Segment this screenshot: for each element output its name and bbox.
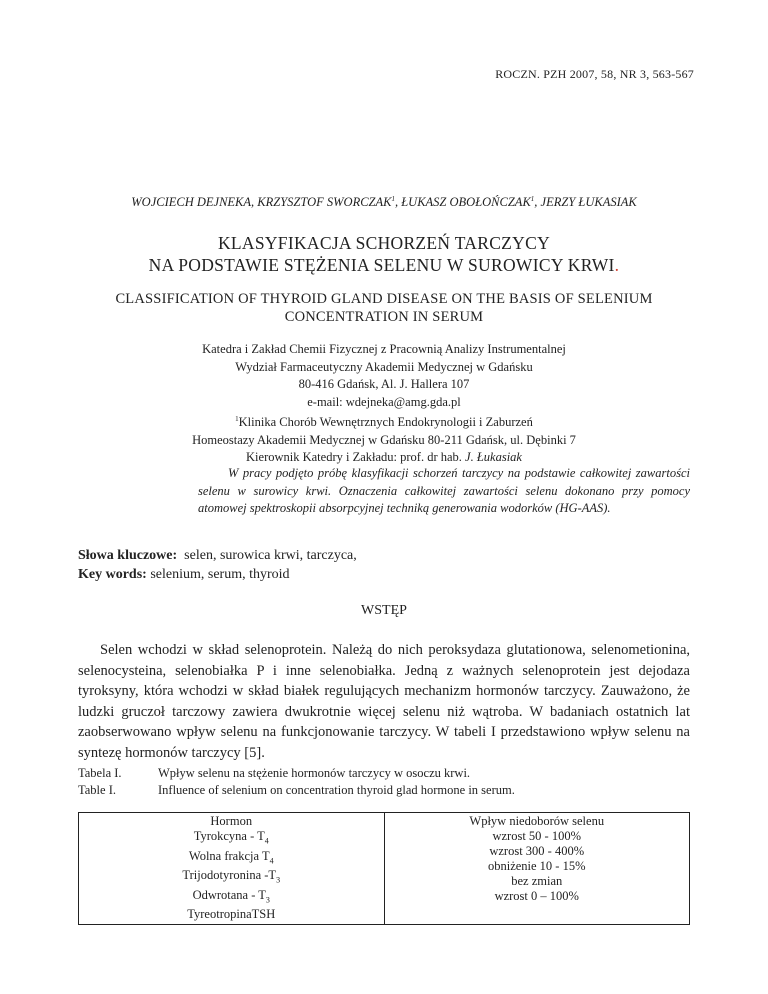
title-polish-line2: NA PODSTAWIE STĘŻENIA SELENU W SUROWICY KRWI. [148,255,620,275]
selenium-hormone-table [78,812,690,925]
table-label: Tabela I. [78,766,122,780]
hormone-column [79,813,385,925]
hormone-cell: Trijodotyronina $-T_3$ [182,868,281,885]
section-heading: WSTĘP [361,603,407,618]
title-english-line2: CONCENTRATION IN SERUM [284,309,484,325]
effect-cell: obniżenie 10 - 15% [487,859,586,873]
affiliation-mark: 1 [530,195,535,203]
table-caption-text: Influence of selenium on concentration thyroid glad hormone in serum. [158,783,515,797]
keywords-block [78,546,357,584]
keywords-english: Key words: selenium, serum, thyroid [78,567,290,582]
head-name: J. Łukasiak [465,450,522,465]
affiliation-line: $^1$Klinika Chorób Wewnętrznych Endokrynologii i Zaburzeń [235,415,533,430]
affiliation-line: Wydział Farmaceutyczny Akademii Medycznej w Gdańsku [235,359,533,374]
table-caption-text: Wpływ selenu na stężenie hormonów tarczycy w osoczu krwi. [158,766,471,780]
affiliation-block [0,341,768,467]
hormone-cell: Wolna frakcja $T_4$ [188,848,274,865]
affiliation-line: Katedra i Zakład Chemii Fizycznej z Pracownią Analizy Instrumentalnej [202,342,566,356]
author-list [0,195,768,210]
keywords-polish: Słowa kluczowe: selen, surowica krwi, tarczyca, [78,548,357,563]
effect-cell: bez zmian [511,874,563,888]
title-dot: . [614,255,620,275]
effect-cell: wzrost 50 - 100% [492,829,582,843]
title-english-line1: CLASSIFICATION OF THYROID GLAND DISEASE ON THE BASIS OF SELENIUM [115,291,653,307]
affiliation-mark: 1 [235,415,239,423]
effect-cell: wzrost 300 - 400% [489,844,585,858]
title-polish [0,232,768,276]
affiliation-mark: 1 [391,195,395,203]
author-sworczak: KRZYSZTOF SWORCZAK [257,195,392,210]
affiliation-line: Homeostazy Akademii Medycznej w Gdańsku 80-211 Gdańsk, ul. Dębinki 7 [192,432,576,447]
title-english [0,290,768,326]
table-caption-polish [78,765,470,781]
effect-column [384,813,690,925]
journal-reference: ROCZN. PZH 2007, 58, NR 3, 563-567 [495,67,694,81]
hormone-cell: Tyrokcyna - $T_4$ [193,829,269,846]
hormone-cell: TyreotropinaTSH [187,907,276,921]
table-label: Table I. [78,783,116,797]
intro-paragraph: Selen wchodzi w skład selenoprotein. Należą do nich peroksydaza glutationowa, selenometionina, selenocysteina, selenobiałka P i inne selenobiałka. Jedną z ważnych selenoprotein jest dejodaza tyroksyny, która wchodzi w skład białek regulujących mechanizm hormonów tarczycy. Zauważono, że ludzki gruczoł tarczowy zawiera dwukrotnie więcej selenu niż wątroba. W badaniach ostatnich lat zaobserwowano wpływ selenu na funkcjonowanie tarczycy. W tabeli I przedstawiono wpływ selenu na syntezę hormonów tarczycy [5]. [78,642,690,761]
effect-cell: wzrost 0 – 100% [494,889,579,903]
abstract: W pracy podjęto próbę klasyfikacji schorzeń tarczycy na podstawie całkowitej zawartości selenu w surowicy krwi. Oznaczenia całkowitej zawartości selenu dokonano przy pomocy atomowej spektroskopii absorpcyjnej techniką generowania wodorków (HG-AAS). [198,466,690,515]
affiliation-head: Kierownik Katedry i Zakładu: prof. dr hab. J. Łukasiak [246,450,522,465]
table-row [79,813,690,925]
author-dejneka: WOJCIECH DEJNEKA, [131,195,258,210]
title-polish-line1: KLASYFIKACJA SCHORZEŃ TARCZYCY [217,233,551,253]
affiliation-email: e-mail: wdejneka@amg.gda.pl [307,394,461,409]
author-lukasiak: , JERZY ŁUKASIAK [534,195,637,210]
column-header: Wpływ niedoborów selenu [469,814,605,828]
table-caption-english [78,782,515,798]
author-obolonczak: , ŁUKASZ OBOŁOŃCZAK [394,195,531,210]
affiliation-line: 80-416 Gdańsk, Al. J. Hallera 107 [298,377,470,391]
hormone-cell: Odwrotana - $T_3$ [192,887,270,904]
column-header: Hormon [210,814,253,828]
